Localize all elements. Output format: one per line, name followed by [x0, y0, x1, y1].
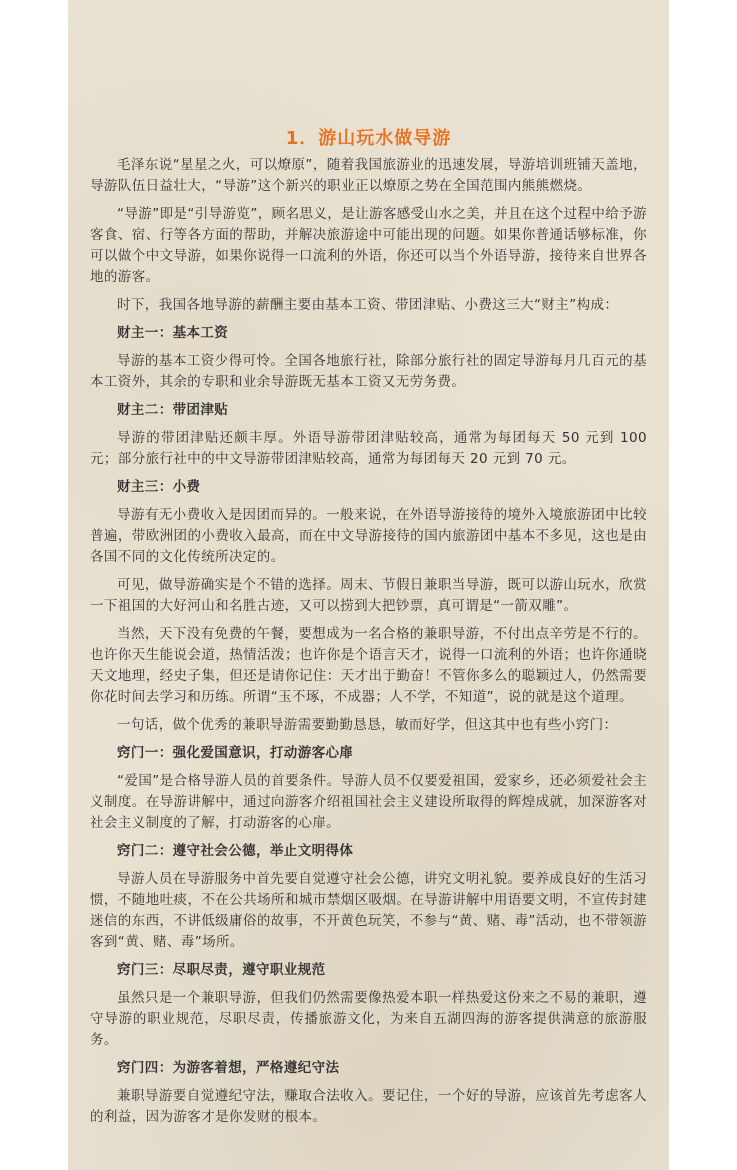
paragraph: 导游的带团津贴还颇丰厚。外语导游带团津贴较高，通常为每团每天 50 元到 100 元；部分旅行社中的中文导游带团津贴较高，通常为每团每天 20 元到 70 元。: [90, 430, 647, 467]
paragraph: “爱国”是合格导游人员的首要条件。导游人员不仅要爱祖国，爱家乡，还必须爱社会主义制度。在导游讲解中，通过向游客介绍祖国社会主义建设所取得的辉煌成就，加深游客对社会主义制度的了解，打动游客的心扉。: [90, 773, 647, 831]
article-title: 1．游山玩水做导游: [285, 128, 452, 149]
section-heading: 窍门三：尽职尽责，遵守职业规范: [117, 962, 326, 978]
paragraph: 可见，做导游确实是个不错的选择。周末、节假日兼职当导游，既可以游山玩水，欣赏一下祖国的大好河山和名胜古迹，又可以捞到大把钞票，真可谓是“一箭双雕”。: [90, 577, 647, 614]
paragraph: 导游有无小费收入是因团而异的。一般来说，在外语导游接待的境外入境旅游团中比较普遍，带欧洲团的小费收入最高，而在中文导游接待的国内旅游团中基本不多见，这也是由各国不同的文化传统所决定的。: [90, 507, 647, 565]
section-heading: 窍门四：为游客着想，严格遵纪守法: [117, 1060, 340, 1076]
section-heading: 窍门一：强化爱国意识，打动游客心扉: [117, 745, 354, 761]
paragraph: “导游”即是“引导游览”，顾名思义，是让游客感受山水之美，并且在这个过程中给予游客食、宿、行等各方面的帮助，并解决旅游途中可能出现的问题。如果你普通话够标准，你可以做个中文导游，如果你说得一口流利的外语，你还可以当个外语导游，接待来自世界各地的游客。: [90, 206, 647, 285]
paragraph: 毛泽东说“星星之火，可以燎原”，随着我国旅游业的迅速发展，导游培训班铺天盖地，导游队伍日益壮大，“导游”这个新兴的职业正以燎原之势在全国范围内熊熊燃烧。: [90, 157, 647, 194]
section-heading: 财主三：小费: [117, 479, 201, 495]
paragraph: 虽然只是一个兼职导游，但我们仍然需要像热爱本职一样热爱这份来之不易的兼职，遵守导游的职业规范，尽职尽责，传播旅游文化，为来自五湖四海的游客提供满意的旅游服务。: [90, 990, 647, 1048]
paragraph: 当然，天下没有免费的午餐，要想成为一名合格的兼职导游，不付出点辛劳是不行的。也许你天生能说会道，热情活泼；也许你是个语言天才，说得一口流利的外语；也许你通晓天文地理，经史子集，但还是请你记住：天才出于勤奋！不管你多么的聪颖过人，仍然需要你花时间去学习和历练。所谓“玉不琢，不成器；人不学，不知道”，说的就是这个道理。: [90, 626, 647, 705]
paragraph: 导游人员在导游服务中首先要自觉遵守社会公德，讲究文明礼貌。要养成良好的生活习惯，不随地吐痰，不在公共场所和城市禁烟区吸烟。在导游讲解中用语要文明，不宣传封建迷信的东西，不讲低级庸俗的故事，不开黄色玩笑，不参与“黄、赌、毒”活动，也不带领游客到“黄、赌、毒”场所。: [90, 871, 647, 950]
section-heading: 财主一：基本工资: [117, 325, 229, 341]
section-heading: 窍门二：遵守社会公德，举止文明得体: [117, 843, 354, 859]
document-page: [68, 0, 669, 1170]
paragraph: 时下，我国各地导游的薪酬主要由基本工资、带团津贴、小费这三大“财主”构成：: [117, 297, 619, 313]
paragraph: 一句话，做个优秀的兼职导游需要勤勤恳恳，敏而好学，但这其中也有些小窍门：: [117, 717, 618, 733]
paragraph: 导游的基本工资少得可怜。全国各地旅行社，除部分旅行社的固定导游每月几百元的基本工资外，其余的专职和业余导游既无基本工资又无劳务费。: [90, 353, 647, 390]
section-heading: 财主二：带团津贴: [117, 402, 229, 418]
paragraph: 兼职导游要自觉遵纪守法，赚取合法收入。要记住，一个好的导游，应该首先考虑客人的利益，因为游客才是你发财的根本。: [90, 1088, 647, 1125]
article-body: [90, 155, 647, 1128]
